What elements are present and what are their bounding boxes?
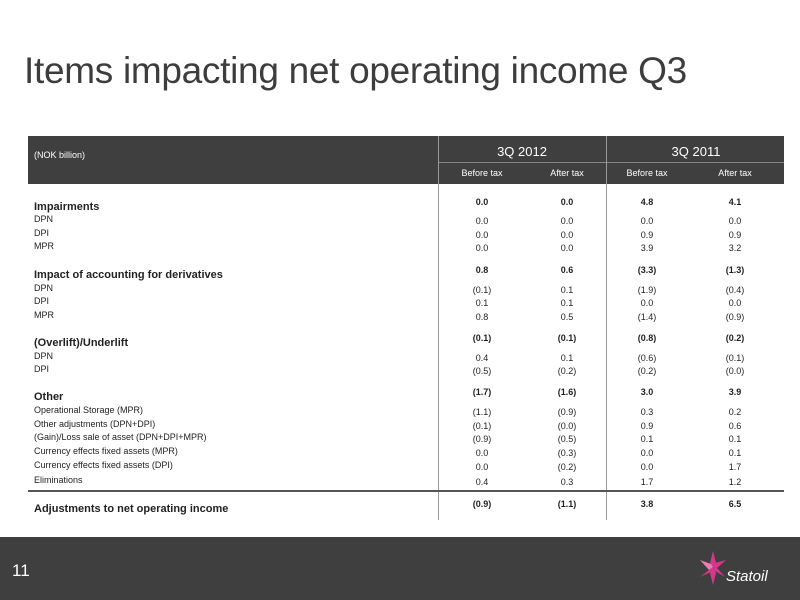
cell-value: (1.9) [637,285,657,295]
row-label: Currency effects fixed assets (MPR) [34,446,178,456]
footer [0,537,800,600]
cell-value: (0.2) [557,462,577,472]
cell-value: (1.7) [472,387,492,397]
table-row [28,283,784,297]
cell-value: 0.1 [560,298,574,308]
cell-value: 3.9 [728,387,742,397]
cell-value: 0.4 [475,477,489,487]
table-row [28,446,784,460]
cell-value: 3.8 [640,499,654,509]
header-divider [438,162,784,163]
table-row [28,460,784,474]
subheader-after-tax-2011: After tax [718,168,752,178]
table-row [28,475,784,489]
cell-value: (1.1) [472,407,492,417]
table-row [28,241,784,255]
cell-value: 0.0 [640,448,654,458]
cell-value: (0.9) [725,312,745,322]
cell-value: 0.0 [560,230,574,240]
cell-value: 0.6 [728,421,742,431]
star-icon [696,549,730,589]
table-row [28,419,784,433]
cell-value: (0.8) [637,333,657,343]
section-row [28,387,784,401]
cell-value: 4.1 [728,197,742,207]
cell-value: 0.1 [728,434,742,444]
cell-value: 0.3 [560,477,574,487]
row-label: MPR [34,310,54,320]
table-row [28,351,784,365]
statoil-logo [696,549,792,593]
row-label: Impairments [34,201,100,213]
cell-value: (1.1) [557,499,577,509]
row-label: Operational Storage (MPR) [34,405,144,415]
cell-value: 0.2 [728,407,742,417]
cell-value: (0.9) [472,434,492,444]
cell-value: (1.4) [637,312,657,322]
cell-value: (0.1) [725,353,745,363]
cell-value: 0.0 [640,216,654,226]
cell-value: 0.1 [640,434,654,444]
cell-value: 0.0 [475,448,489,458]
row-label: DPI [34,228,50,238]
cell-value: 0.6 [560,265,574,275]
table-row [28,405,784,419]
row-label: (Gain)/Loss sale of asset (DPN+DPI+MPR) [34,432,207,442]
cell-value: 0.4 [475,353,489,363]
cell-value: 0.0 [728,298,742,308]
cell-value: 0.0 [560,197,574,207]
cell-value: 0.0 [475,216,489,226]
table-row [28,228,784,242]
cell-value: 0.5 [560,312,574,322]
cell-value: 3.0 [640,387,654,397]
cell-value: 0.0 [475,197,489,207]
cell-value: 1.2 [728,477,742,487]
subheader-before-tax-2011: Before tax [626,168,668,178]
cell-value: 0.0 [560,216,574,226]
cell-value: (0.9) [557,407,577,417]
section-row [28,265,784,279]
cell-value: 0.0 [640,298,654,308]
cell-value: 0.0 [475,230,489,240]
table-header [28,136,784,184]
cell-value: 4.8 [640,197,654,207]
row-label: DPI [34,296,50,306]
row-label: DPI [34,364,50,374]
cell-value: 1.7 [640,477,654,487]
cell-value: 0.1 [475,298,489,308]
table-row [28,364,784,378]
row-label: Other [34,391,64,403]
cell-value: (0.4) [725,285,745,295]
cell-value: 0.3 [640,407,654,417]
cell-value: (0.1) [472,421,492,431]
table-row [28,214,784,228]
page-number: 11 [12,561,30,580]
row-label: MPR [34,241,54,251]
cell-value: 1.7 [728,462,742,472]
row-label: Impact of accounting for derivatives [34,269,223,281]
cell-value: 0.1 [560,353,574,363]
cell-value: 0.9 [640,421,654,431]
cell-value: 3.9 [640,243,654,253]
cell-value: (0.2) [725,333,745,343]
cell-value: 0.8 [475,312,489,322]
subheader-after-tax-2012: After tax [550,168,584,178]
row-label: DPN [34,214,54,224]
cell-value: (0.5) [557,434,577,444]
row-label: Eliminations [34,475,83,485]
cell-value: (0.2) [557,366,577,376]
period-header-2012: 3Q 2012 [497,144,547,159]
row-label: DPN [34,351,54,361]
section-row [28,333,784,347]
cell-value: (0.1) [472,285,492,295]
row-label: Currency effects fixed assets (DPI) [34,460,173,470]
cell-value: 3.2 [728,243,742,253]
total-row [28,499,784,513]
cell-value: 6.5 [728,499,742,509]
cell-value: (0.3) [557,448,577,458]
cell-value: 0.0 [475,243,489,253]
brand-name: Statoil [726,568,768,585]
table-row [28,296,784,310]
cell-value: (0.1) [557,333,577,343]
cell-value: 0.0 [728,216,742,226]
row-label: Other adjustments (DPN+DPI) [34,419,156,429]
table-row [28,432,784,446]
section-row [28,197,784,211]
cell-value: 0.0 [560,243,574,253]
cell-value: 0.1 [728,448,742,458]
row-label: DPN [34,283,54,293]
total-divider [28,490,784,492]
row-label: (Overlift)/Underlift [34,337,129,349]
cell-value: 0.8 [475,265,489,275]
cell-value: 0.9 [728,230,742,240]
table-row [28,310,784,324]
cell-value: (1.6) [557,387,577,397]
subheader-before-tax-2012: Before tax [461,168,503,178]
cell-value: (1.3) [725,265,745,275]
cell-value: (0.1) [472,333,492,343]
cell-value: (3.3) [637,265,657,275]
cell-value: (0.0) [725,366,745,376]
cell-value: (0.5) [472,366,492,376]
period-header-2011: 3Q 2011 [671,144,721,159]
cell-value: (0.9) [472,499,492,509]
cell-value: (0.0) [557,421,577,431]
cell-value: 0.0 [640,462,654,472]
cell-value: 0.9 [640,230,654,240]
row-label: Adjustments to net operating income [34,503,229,515]
slide-title: Items impacting net operating income Q3 [24,50,687,91]
cell-value: (0.6) [637,353,657,363]
cell-value: 0.1 [560,285,574,295]
unit-label: (NOK billion) [34,150,86,160]
cell-value: (0.2) [637,366,657,376]
cell-value: 0.0 [475,462,489,472]
